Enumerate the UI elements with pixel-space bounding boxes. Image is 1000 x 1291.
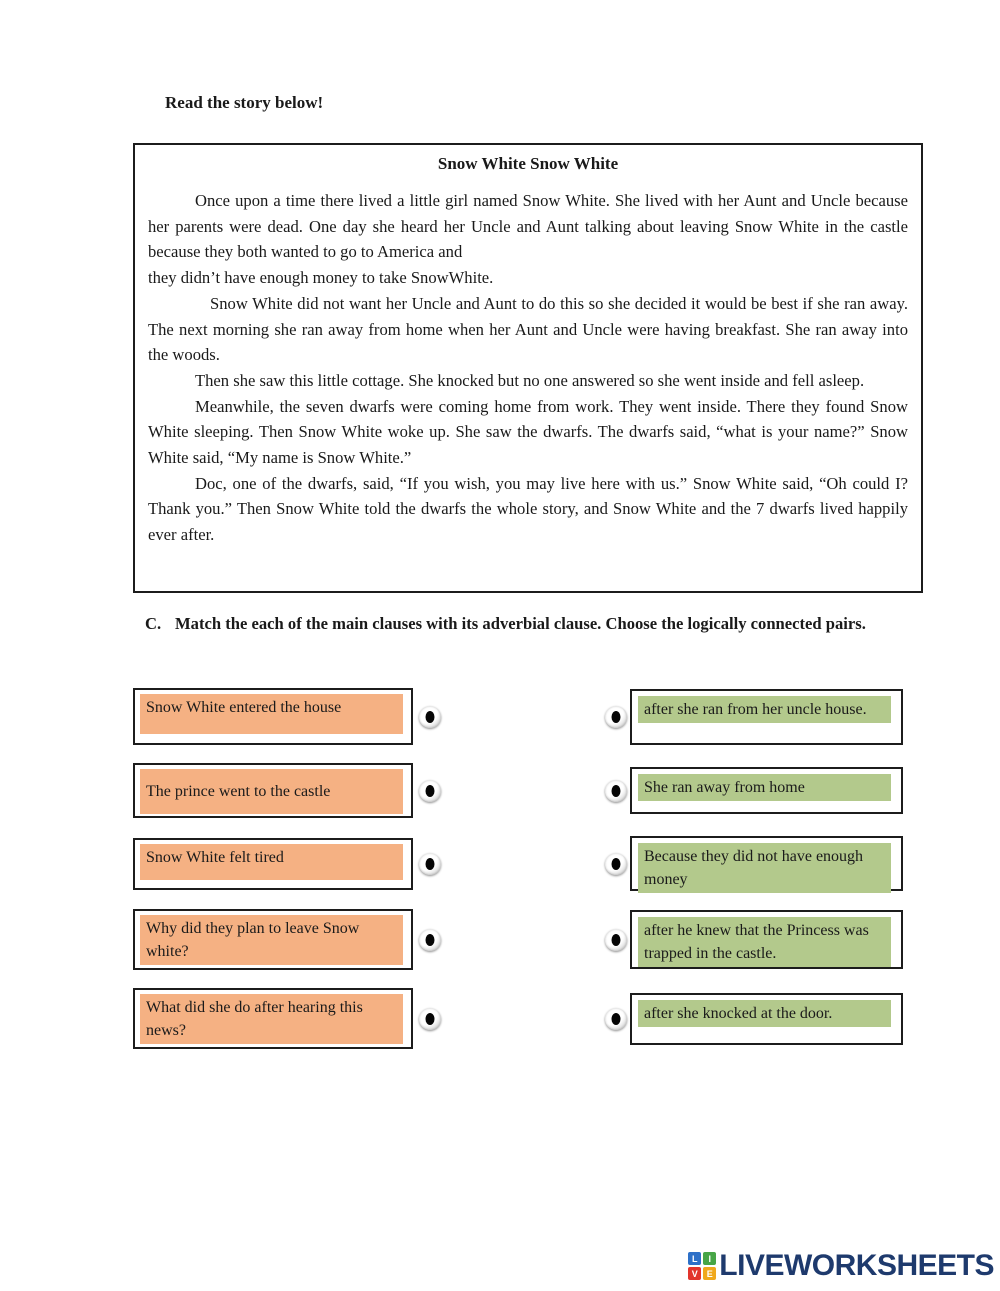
logo-tile-i: I xyxy=(703,1252,716,1265)
match-row xyxy=(133,988,923,1049)
story-paragraph: they didn’t have enough money to take SnowWhite. xyxy=(148,268,494,288)
match-radio-left-5[interactable] xyxy=(419,1008,441,1030)
main-clause-text: Why did they plan to leave Snow white? xyxy=(146,920,360,960)
section-c-label: C. xyxy=(145,614,162,633)
main-clause-box-1 xyxy=(133,688,413,745)
logo-tile-l: L xyxy=(688,1252,701,1265)
logo-tile-v: V xyxy=(688,1267,701,1280)
match-radio-left-2[interactable] xyxy=(419,780,441,802)
main-clause-text: Snow White felt tired xyxy=(146,848,284,866)
match-radio-right-3[interactable] xyxy=(605,853,627,875)
match-radio-right-4[interactable] xyxy=(605,929,627,951)
match-row xyxy=(133,688,923,745)
story-paragraph: Then she saw this little cottage. She knocked but no one answered so she went inside and fell asleep. xyxy=(195,370,865,390)
section-c-text: Match the each of the main clauses with its adverbial clause. Choose the logically connected pairs. xyxy=(175,614,866,633)
story-box xyxy=(133,143,923,593)
main-clause-box-3 xyxy=(133,838,413,890)
section-c-heading xyxy=(145,612,907,635)
liveworksheets-tiles-icon xyxy=(688,1252,716,1280)
match-radio-left-3[interactable] xyxy=(419,853,441,875)
main-clause-box-5 xyxy=(133,988,413,1049)
story-paragraph: Once upon a time there lived a little girl named Snow White. She lived with her Aunt and Uncle because her parents were dead. One day she heard her Uncle and Aunt talking about leaving Snow White in the castle because they both wanted to go to America and xyxy=(148,191,908,262)
match-radio-right-2[interactable] xyxy=(605,780,627,802)
main-clause-text: Snow White entered the house xyxy=(146,699,342,716)
match-row xyxy=(133,909,923,970)
adverbial-clause-text: after she knocked at the door. xyxy=(644,1004,833,1022)
liveworksheets-logo xyxy=(688,1249,994,1283)
main-clause-text: What did she do after hearing this news? xyxy=(146,999,363,1039)
story-paragraph: Snow White did not want her Uncle and Aunt to do this so she decided it would be best if she ran away. The next morning she ran away from home when her Aunt and Uncle were having breakfast. She ran away into the woods. xyxy=(148,293,908,365)
adverbial-clause-text: after he knew that the Princess was trapped in the castle. xyxy=(644,922,869,962)
main-clause-box-2 xyxy=(133,763,413,818)
liveworksheets-wordmark: LIVEWORKSHEETS xyxy=(719,1249,994,1282)
adverbial-clause-text: after she ran from her uncle house. xyxy=(644,700,867,718)
adverbial-clause-box-2 xyxy=(630,767,903,814)
main-clause-box-4 xyxy=(133,909,413,970)
match-row xyxy=(133,763,923,818)
match-radio-right-5[interactable] xyxy=(605,1008,627,1030)
adverbial-clause-text: She ran away from home xyxy=(644,779,805,796)
story-title: Snow White Snow White xyxy=(437,154,619,173)
match-radio-left-1[interactable] xyxy=(419,706,441,728)
adverbial-clause-box-5 xyxy=(630,993,903,1045)
logo-tile-e: E xyxy=(703,1267,716,1280)
read-story-instruction: Read the story below! xyxy=(165,93,324,112)
match-radio-left-4[interactable] xyxy=(419,929,441,951)
story-paragraph: Doc, one of the dwarfs, said, “If you wish, you may live here with us.” Snow White said, “Oh could I? Thank you.” Then Snow White told the dwarfs the whole story, and Snow White and the 7 dwarfs lived happily ever after. xyxy=(148,473,908,545)
match-row xyxy=(133,836,923,891)
story-paragraph: Meanwhile, the seven dwarfs were coming home from work. They went inside. There they found Snow White sleeping. Then Snow White woke up. She saw the dwarfs. The dwarfs said, “what is your name?” Snow White said, “My name is Snow White.” xyxy=(148,396,908,468)
adverbial-clause-box-1 xyxy=(630,689,903,745)
matching-exercise xyxy=(133,688,923,1049)
match-radio-right-1[interactable] xyxy=(605,706,627,728)
main-clause-text: The prince went to the castle xyxy=(146,783,331,800)
adverbial-clause-text: Because they did not have enough money xyxy=(644,848,864,888)
adverbial-clause-box-4 xyxy=(630,910,903,969)
adverbial-clause-box-3 xyxy=(630,836,903,891)
